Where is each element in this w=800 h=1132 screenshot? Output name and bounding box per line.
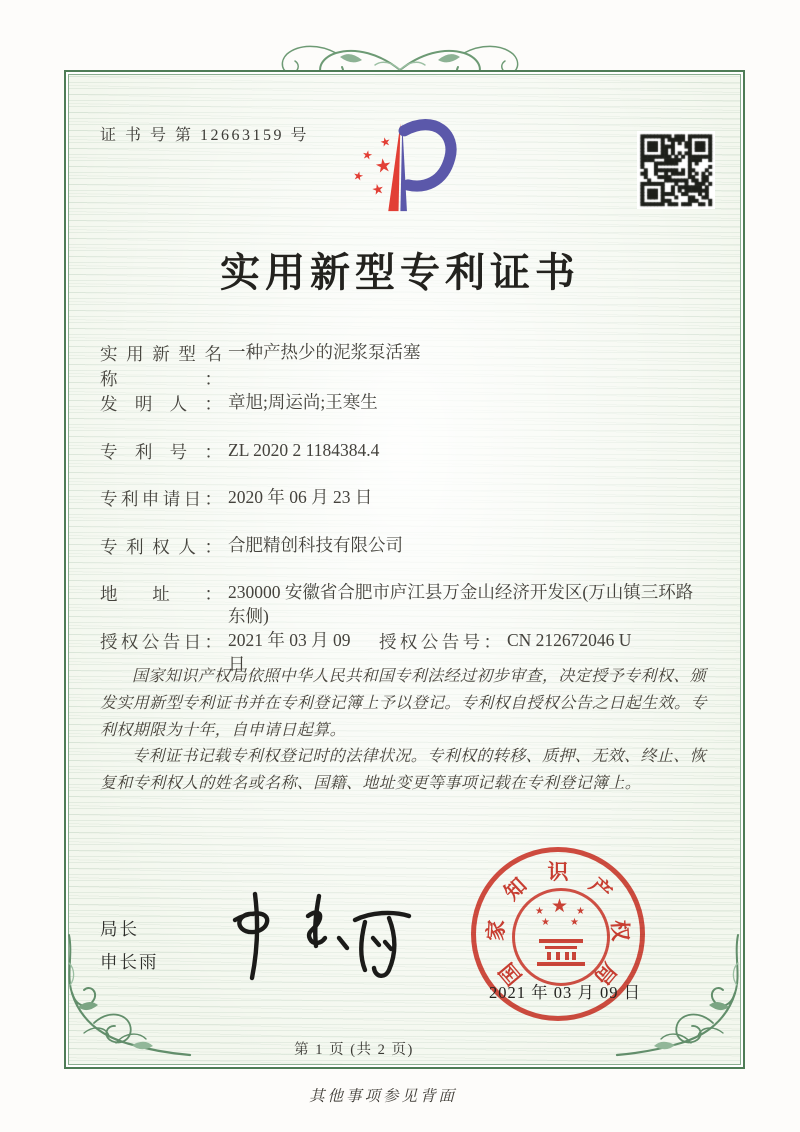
legal-text — [100, 664, 714, 798]
seal-date: 2021 年 03 月 09 日 — [489, 983, 642, 1002]
seal-character: 知 — [499, 872, 532, 905]
field-inventors — [100, 391, 714, 439]
star-icon: ★ — [541, 917, 550, 928]
commissioner-name: 申长雨 — [100, 952, 159, 972]
seal-character: 权 — [607, 919, 633, 942]
star-icon: ★ — [576, 906, 585, 917]
seal-character: 识 — [547, 860, 569, 884]
field-value: ZL 2020 2 1184384.4 — [228, 439, 380, 460]
field-label: 专利号： — [100, 441, 222, 462]
field-value: 2020 年 06 月 23 日 — [228, 487, 373, 508]
field-label: 实用新型名称： — [100, 344, 222, 389]
field-value: 一种产热少的泥浆泵活塞 — [228, 342, 421, 362]
field-address — [100, 581, 714, 629]
seal-character: 产 — [584, 872, 617, 905]
patent-fields — [100, 341, 714, 677]
seal-character: 局 — [589, 958, 622, 990]
certificate-title: 实用新型专利证书 — [220, 250, 580, 295]
star-icon: ★ — [370, 181, 386, 200]
field-patent-number — [100, 439, 714, 487]
star-icon: ★ — [570, 917, 579, 928]
field-label: 地址： — [100, 584, 222, 605]
back-side-note: 其他事项参见背面 — [308, 1088, 457, 1105]
field-value: 2021 年 03 月 09 日 — [228, 629, 351, 674]
certificate-number: 证 书 号 第 12663159 号 — [100, 127, 310, 144]
field-utility-model-name — [100, 341, 714, 391]
field-value: 章旭;周运尚;王寒生 — [228, 392, 378, 412]
legal-paragraph-1: 国家知识产权局依照中华人民共和国专利法经过初步审查，决定授予专利权、颁发实用新型专利证书并在专利登记簿上予以登记。专利权自授权公告之日起生效。专利权期限为十年，自申请日起算。 — [100, 668, 707, 739]
field-filing-date — [100, 486, 714, 534]
star-icon: ★ — [360, 147, 374, 163]
field-value: 230000 安徽省合肥市庐江县万金山经济开发区(万山镇三环路东侧) — [228, 582, 694, 626]
field-label: 专利申请日： — [100, 489, 222, 510]
field-label: 发明人： — [100, 394, 222, 414]
field-label: 专利权人： — [100, 536, 222, 557]
star-icon: ★ — [351, 168, 366, 184]
seal-character: 国 — [494, 958, 527, 990]
seal-character: 家 — [483, 919, 509, 942]
star-icon: ★ — [373, 154, 394, 179]
field-patentee — [100, 534, 714, 582]
star-icon: ★ — [551, 896, 569, 917]
qr-code — [637, 131, 715, 209]
field-value: CN 212672046 U — [507, 629, 632, 650]
signature-handwriting — [213, 886, 418, 986]
legal-paragraph-2: 专利证书记载专利权登记时的法律状况。专利权的转移、质押、无效、终止、恢复和专利权人的姓名或名称、国籍、地址变更等事项记载在专利登记簿上。 — [100, 748, 707, 793]
commissioner-role: 局长 — [100, 919, 139, 939]
cnipa-logo — [336, 104, 476, 236]
star-icon: ★ — [378, 133, 393, 151]
page-number: 第 1 页 (共 2 页) — [294, 1042, 414, 1058]
commissioner-block — [100, 913, 159, 979]
field-label: 授权公告号： — [379, 631, 501, 652]
field-label: 授权公告日： — [100, 631, 222, 652]
field-value: 合肥精创科技有限公司 — [228, 534, 403, 555]
star-icon: ★ — [535, 906, 544, 917]
national-emblem-icon — [512, 888, 610, 986]
